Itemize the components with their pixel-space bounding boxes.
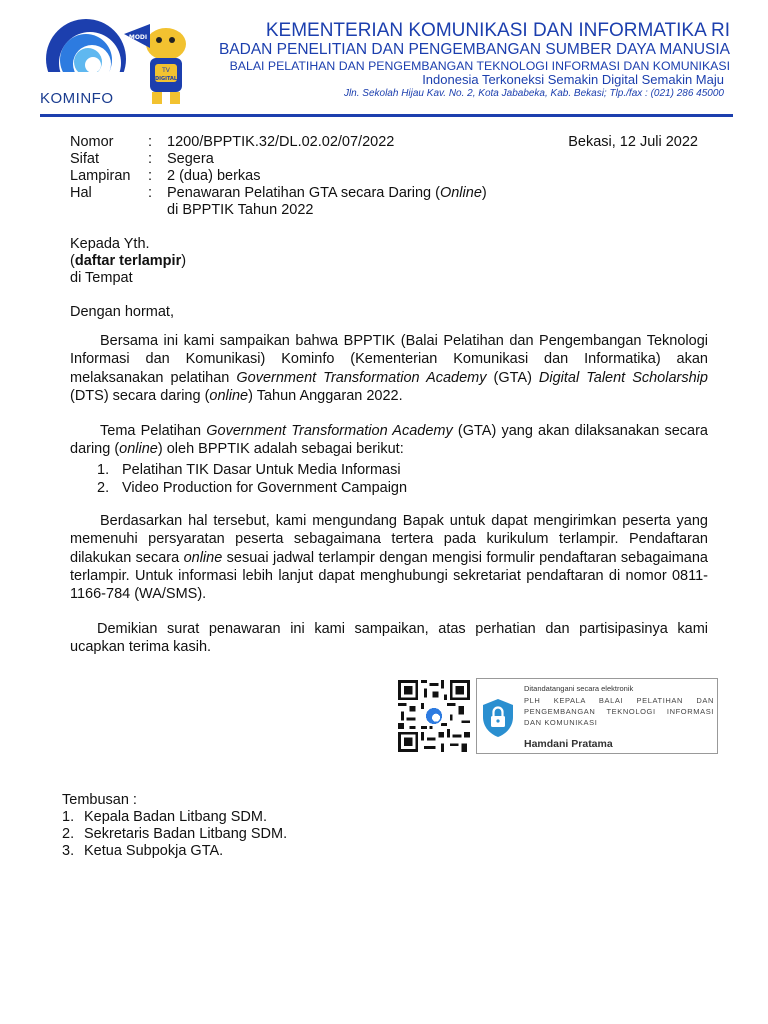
paragraph-4: Demikian surat penawaran ini kami sampaikan, atas perhatian dan partisipasinya kami ucapkan terima kasih.: [70, 621, 708, 656]
sifat-label: Sifat: [70, 151, 100, 167]
sifat-value: Segera: [167, 151, 214, 167]
nomor-value: 1200/BPPTIK.32/DL.02.02/07/2022: [167, 134, 395, 150]
letter-date: Bekasi, 12 Juli 2022: [568, 134, 698, 150]
address: Jln. Sekolah Hijau Kav. No. 2, Kota Jababeka, Kab. Bekasi; Tlp./fax : (021) 286 45000: [343, 88, 724, 99]
svg-text:TV: TV: [162, 67, 170, 74]
theme-item-2: 2. Video Production for Government Campaign: [97, 480, 408, 496]
svg-text:MODI: MODI: [128, 34, 148, 41]
lampiran-label: Lampiran: [70, 168, 131, 184]
hal-value: Penawaran Pelatihan GTA secara Daring (Online): [167, 185, 487, 201]
tagline: Indonesia Terkoneksi Semakin Digital Semakin Maju: [422, 72, 724, 87]
signature-caption: Ditandatangani secara elektronik: [524, 684, 634, 693]
paragraph-2: Tema Pelatihan Government Transformation Academy (GTA) yang akan dilaksanakan secara daring (online) oleh BPPTIK adalah sebagai berikut:: [70, 423, 708, 458]
nomor-label: Nomor: [70, 134, 114, 150]
lampiran-value: 2 (dua) berkas: [167, 168, 261, 184]
hal-label: Hal: [70, 185, 92, 201]
tembusan-item-1: 1. Kepala Badan Litbang SDM.: [62, 809, 267, 825]
tembusan-title: Tembusan :: [62, 792, 137, 808]
nomor-colon: :: [148, 134, 153, 150]
shield-lock-icon: [481, 698, 515, 738]
agency-name: BADAN PENELITIAN DAN PENGEMBANGAN SUMBER DAYA MANUSIA: [218, 41, 730, 58]
letterhead-divider: [40, 114, 733, 117]
recipient-line2: (daftar terlampir): [70, 253, 187, 269]
hal-value-line2: di BPPTIK Tahun 2022: [167, 202, 314, 218]
signer-role: PLH KEPALA BALAI PELATIHAN DAN PENGEMBANGAN TEKNOLOGI INFORMASI DAN KOMUNIKASI: [524, 696, 714, 727]
lampiran-colon: :: [148, 168, 153, 184]
sifat-colon: :: [148, 151, 153, 167]
balai-name: BALAI PELATIHAN DAN PENGEMBANGAN TEKNOLOGI INFORMASI DAN KOMUNIKASI: [229, 59, 730, 73]
salutation: Dengan hormat,: [70, 304, 174, 320]
ministry-name: KEMENTERIAN KOMUNIKASI DAN INFORMATIKA RI: [265, 20, 730, 41]
recipient-line3: di Tempat: [70, 270, 133, 286]
qr-code-icon: [396, 680, 472, 752]
paragraph-3: Berdasarkan hal tersebut, kami mengundang Bapak untuk dapat mengirimkan peserta yang memenuhi persyaratan peserta sebagaimana tertera pada kurikulum terlampir. Pendaftaran dilakukan secara online sesuai jadwal terlampir dengan mengisi formulir pendaftaran sebagaimana terlampir. Untuk informasi lebih lanjut dapat menghubungi sekretariat pendaftaran di nomor 0811-1166-784 (WA/SMS).: [70, 513, 708, 603]
paragraph-1: Bersama ini kami sampaikan bahwa BPPTIK (Balai Pelatihan dan Pengembangan Teknologi Informasi dan Komunikasi) Kominfo (Kementerian Komunikasi dan Informatika) akan melaksanakan pelatihan Government Transformation Academy (GTA) Digital Talent Scholarship (DTS) secara daring (online) Tahun Anggaran 2022.: [70, 333, 708, 404]
svg-text:DIGITAL: DIGITAL: [154, 76, 178, 82]
signer-name: Hamdani Pratama: [524, 738, 613, 750]
logo-wordmark: KOMINFO: [40, 90, 114, 107]
recipient-line1: Kepada Yth.: [70, 236, 150, 252]
theme-item-1: 1. Pelatihan TIK Dasar Untuk Media Informasi: [97, 462, 401, 478]
tembusan-item-2: 2. Sekretaris Badan Litbang SDM.: [62, 826, 288, 842]
tembusan-item-3: 3. Ketua Subpokja GTA.: [62, 843, 224, 859]
hal-colon: :: [148, 185, 153, 201]
